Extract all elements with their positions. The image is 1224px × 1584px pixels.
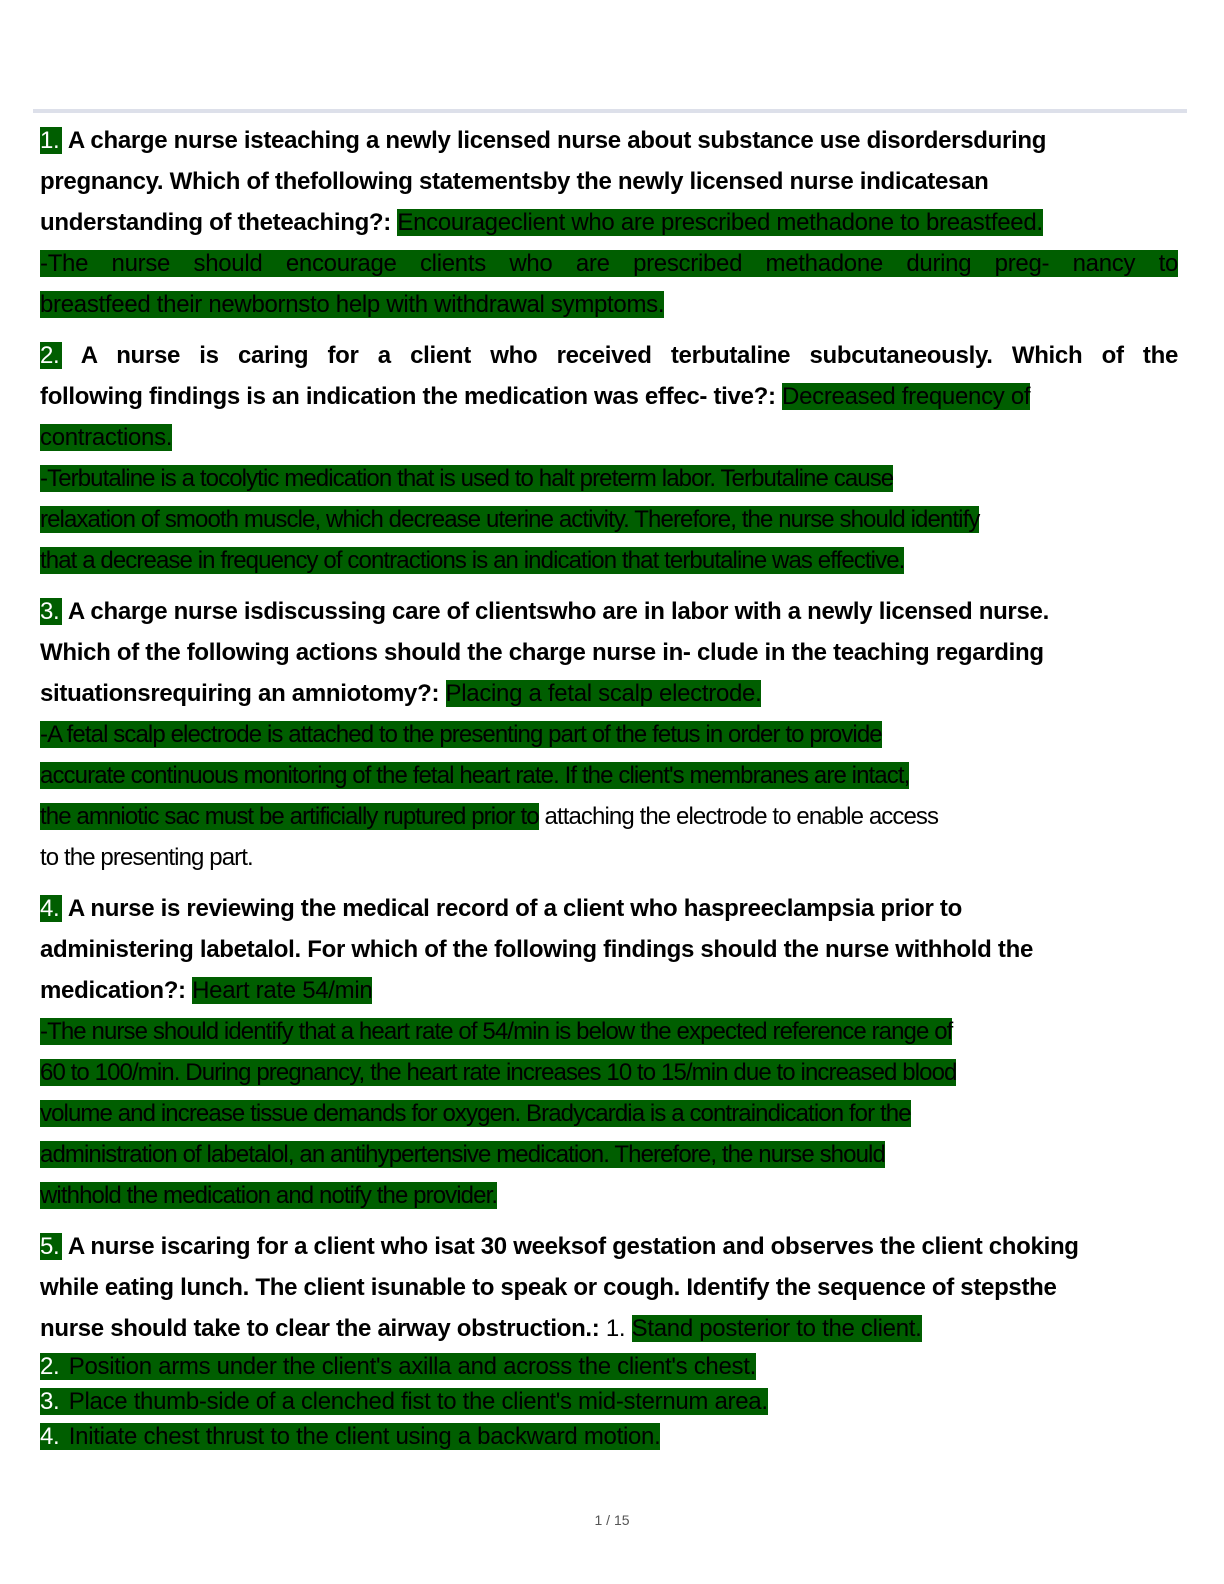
rationale-highlight: -The nurse should encourage clients who are prescribed methadone during preg- nancy to [40,250,1178,277]
question-2 [40,335,1178,581]
answer-highlight: Placing a fetal scalp electrode. [445,680,762,707]
rationale-line [40,755,1178,796]
question-text-line: 4. A nurse is reviewing the medical record of a client who haspreeclampsia prior to [40,895,962,922]
rationale-line [40,1134,1178,1175]
rationale-line [40,1011,1178,1052]
rationale-highlight: volume and increase tissue demands for oxygen. Bradycardia is a contraindication for the [40,1100,911,1127]
rationale-line: the amniotic sac must be artificially ruptured prior to attaching the electrode to enable access [40,803,939,830]
question-text-line: while eating lunch. The client isunable to speak or cough. Identify the sequence of stepsthe [40,1274,1057,1301]
rationale-highlight: withhold the medication and notify the provider. [40,1182,498,1209]
rationale-highlight: 60 to 100/min. During pregnancy, the heart rate increases 10 to 15/min due to increased blood [40,1059,957,1086]
rationale-highlight: breastfeed their newbornsto help with withdrawal symptoms. [40,291,665,318]
question-4 [40,888,1178,1216]
step-highlight: Place thumb-side of a clenched fist to the client's mid-sternum area. [62,1388,768,1415]
step-number: 3. [40,1388,62,1415]
rationale-highlight: that a decrease in frequency of contractions is an indication that terbutaline was effective. [40,547,905,574]
rationale-line: to the presenting part. [40,844,253,871]
rationale-highlight: relaxation of smooth muscle, which decrease uterine activity. Therefore, the nurse should identify [40,506,980,533]
answer-highlight: Stand posterior to the client. [631,1315,922,1342]
question-5 [40,1226,1178,1454]
question-text-line: 1. A charge nurse isteaching a newly licensed nurse about substance use disordersduring [40,127,1047,154]
rationale-highlight: administration of labetalol, an antihypertensive medication. Therefore, the nurse should [40,1141,885,1168]
question-text-line: understanding of theteaching?: Encourageclient who are prescribed methadone to breastfeed. [40,209,1043,236]
question-text-line: Which of the following actions should the charge nurse in- clude in the teaching regarding [40,639,1044,666]
answer-highlight: contractions. [40,424,173,451]
answer-highlight: Encourageclient who are prescribed methadone to breastfeed. [397,209,1043,236]
question-number: 3. [40,598,62,625]
answer-line [40,417,1178,458]
rationale-line [40,284,1178,325]
answer-highlight: Heart rate 54/min [192,977,373,1004]
rationale-highlight: -Terbutaline is a tocolytic medication that is used to halt preterm labor. Terbutaline cause [40,465,894,492]
question-number: 4. [40,895,62,922]
answer-highlight: Decreased frequency of [782,383,1031,410]
rationale-line [40,499,1178,540]
step-highlight: Initiate chest thrust to the client using a backward motion. [62,1423,661,1450]
question-text-line: 5. A nurse iscaring for a client who isat 30 weeksof gestation and observes the client choking [40,1233,1079,1260]
step-number: 2. [40,1353,62,1380]
rationale-line [40,1175,1178,1216]
step-line [40,1419,1178,1454]
question-text-line: following findings is an indication the medication was effec- tive?: Decreased frequency of [40,383,1031,410]
question-text-line: pregnancy. Which of thefollowing statementsby the newly licensed nurse indicatesan [40,168,989,195]
question-text-line: administering labetalol. For which of the following findings should the nurse withhold the [40,936,1033,963]
question-3 [40,591,1178,878]
document-body [40,120,1178,1464]
question-1 [40,120,1178,325]
question-number: 5. [40,1233,62,1260]
rationale-highlight: -The nurse should identify that a heart rate of 54/min is below the expected reference range of [40,1018,953,1045]
question-number: 1. [40,127,62,154]
question-text-line: nurse should take to clear the airway obstruction.: 1. Stand posterior to the client. [40,1315,922,1342]
page-number: 1 / 15 [594,1512,630,1528]
rationale-line [40,1052,1178,1093]
question-number: 2. [40,342,62,369]
rationale-highlight: the amniotic sac must be artificially ruptured prior to [40,803,539,830]
step-line [40,1349,1178,1384]
step-line [40,1384,1178,1419]
question-text-line: medication?: Heart rate 54/min [40,977,373,1004]
rationale-line [40,540,1178,581]
question-text-line: 2. A nurse is caring for a client who received terbutaline subcutaneously. Which of the [40,342,1178,369]
top-divider [33,109,1187,113]
step-highlight: Position arms under the client's axilla and across the client's chest. [62,1353,756,1380]
rationale-highlight: -A fetal scalp electrode is attached to the presenting part of the fetus in order to provide [40,721,882,748]
step-number: 4. [40,1423,62,1450]
rationale-line [40,714,1178,755]
rationale-line [40,243,1178,284]
question-text-line: situationsrequiring an amniotomy?: Placing a fetal scalp electrode. [40,680,762,707]
rationale-line [40,458,1178,499]
rationale-highlight: accurate continuous monitoring of the fetal heart rate. If the client's membranes are intact, [40,762,910,789]
rationale-line [40,1093,1178,1134]
question-text-line: 3. A charge nurse isdiscussing care of clientswho are in labor with a newly licensed nurse. [40,598,1049,625]
